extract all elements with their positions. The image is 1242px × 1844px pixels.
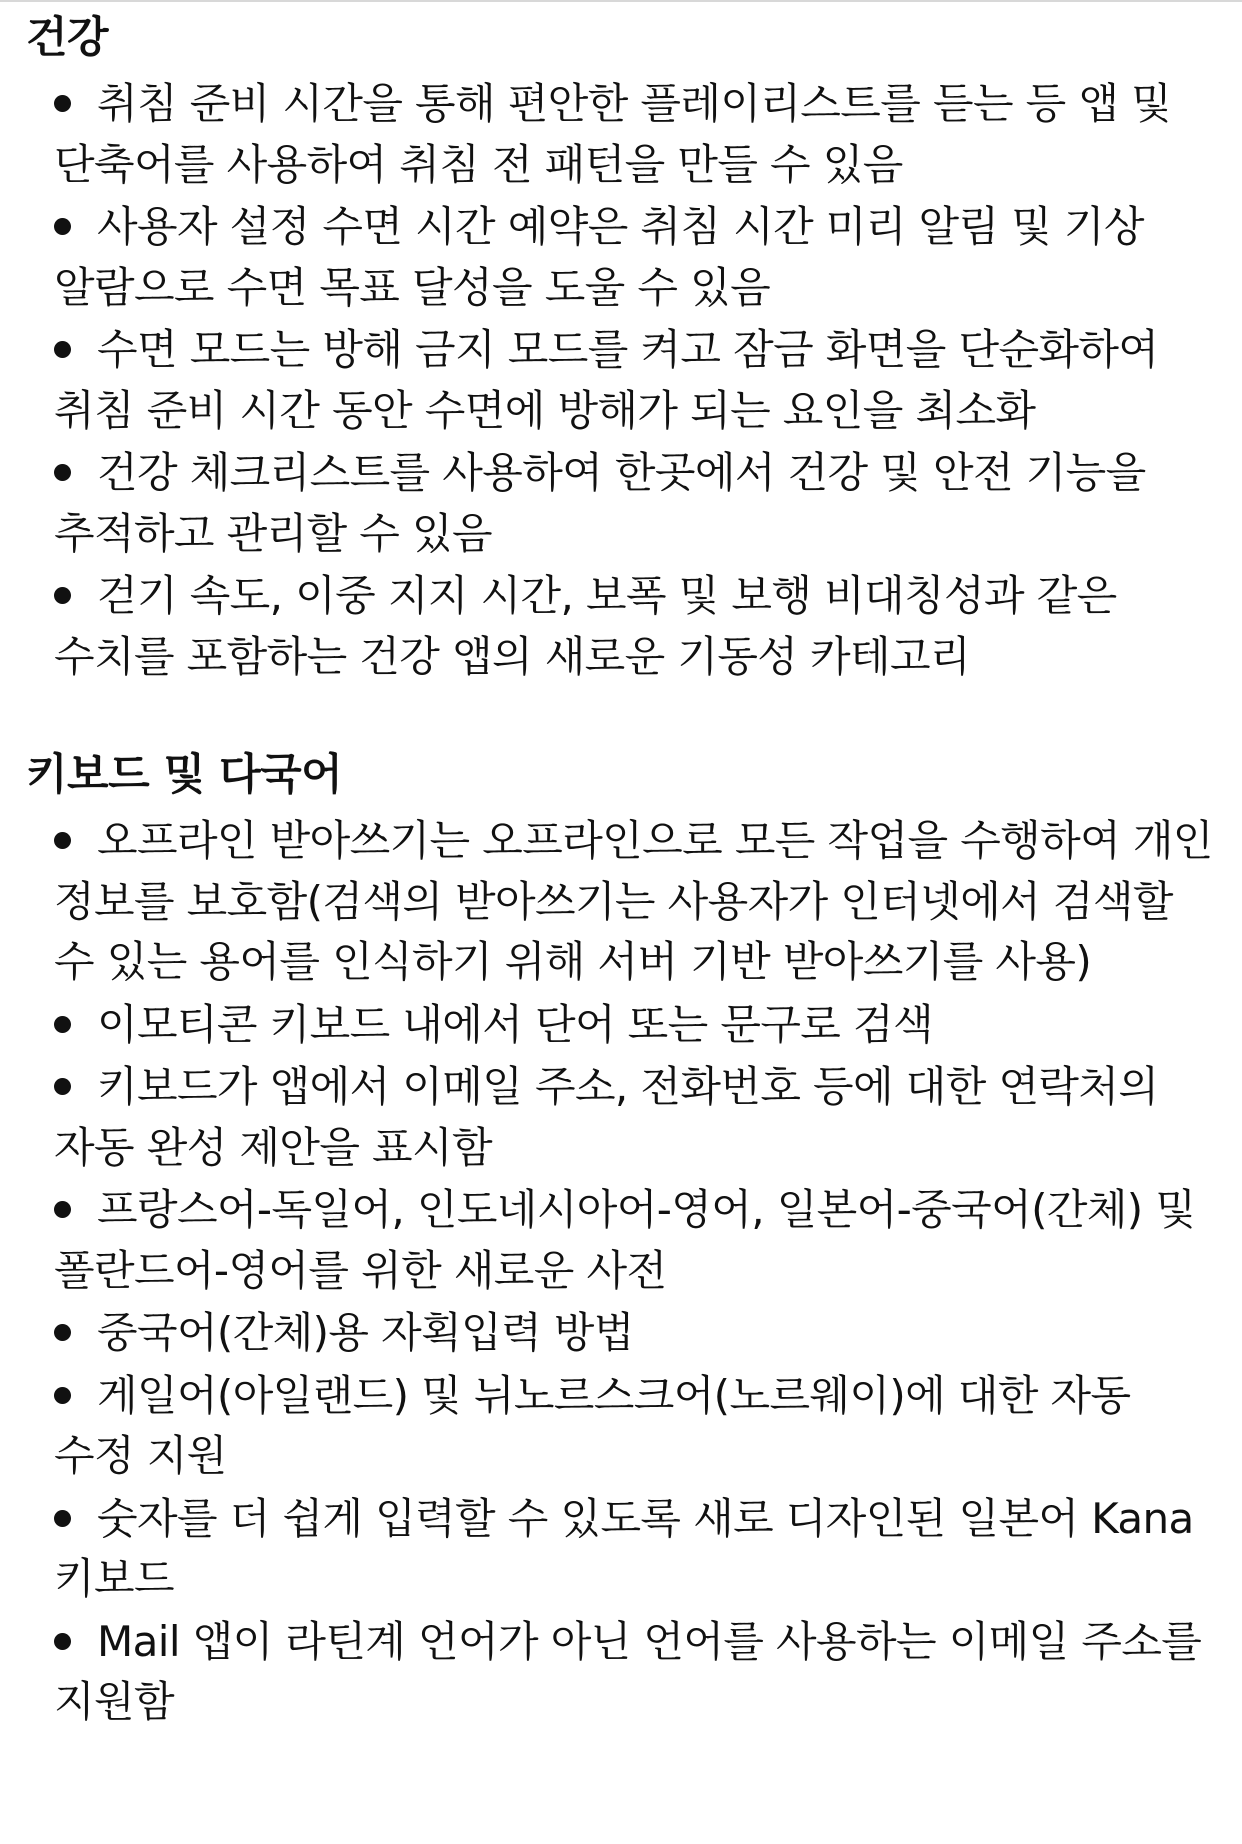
list-item-text: 오프라인 받아쓰기는 오프라인으로 모든 작업을 수행하여 개인 정보를 보호함(검색의 받아쓰기는 사용자가 인터넷에서 검색할 수 있는 용어를 인식하기 위해 서버 기반 받아쓰기를 사용) bbox=[54, 816, 1213, 986]
list-item bbox=[26, 1612, 1220, 1733]
list-item bbox=[26, 1303, 1220, 1364]
list-item bbox=[26, 1489, 1220, 1610]
list-item bbox=[26, 811, 1220, 993]
list-item-text: 키보드가 앱에서 이메일 주소, 전화번호 등에 대한 연락처의 자동 완성 제안을 표시함 bbox=[54, 1062, 1159, 1172]
list-item bbox=[26, 197, 1220, 318]
list-item bbox=[26, 1180, 1220, 1301]
bullet-icon bbox=[54, 1510, 71, 1527]
list-item-text: 게일어(아일랜드) 및 뉘노르스크어(노르웨이)에 대한 자동 수정 지원 bbox=[54, 1370, 1131, 1480]
bullet-icon bbox=[54, 587, 71, 604]
list-item-text: 중국어(간체)용 자획입력 방법 bbox=[97, 1308, 634, 1357]
list-item bbox=[26, 566, 1220, 687]
list-item-text: 건강 체크리스트를 사용하여 한곳에서 건강 및 안전 기능을 추적하고 관리할 수 있음 bbox=[54, 448, 1146, 558]
bullet-icon bbox=[54, 1201, 71, 1218]
list-item-text: 취침 준비 시간을 통해 편안한 플레이리스트를 듣는 등 앱 및 단축어를 사용하여 취침 전 패턴을 만들 수 있음 bbox=[54, 79, 1172, 189]
bullet-icon bbox=[54, 1016, 71, 1033]
list-item-text: 걷기 속도, 이중 지지 시간, 보폭 및 보행 비대칭성과 같은 수치를 포함하는 건강 앱의 새로운 기동성 카테고리 bbox=[54, 571, 1117, 681]
bullet-icon bbox=[54, 464, 71, 481]
bullet-icon bbox=[54, 1078, 71, 1095]
bullet-icon bbox=[54, 832, 71, 849]
bullet-icon bbox=[54, 218, 71, 235]
list-item bbox=[26, 995, 1220, 1056]
list-item-text: 숫자를 더 쉽게 입력할 수 있도록 새로 디자인된 일본어 Kana 키보드 bbox=[54, 1493, 1194, 1603]
list-item bbox=[26, 320, 1220, 441]
list-item bbox=[26, 74, 1220, 195]
list-item-text: 이모티콘 키보드 내에서 단어 또는 문구로 검색 bbox=[97, 999, 933, 1049]
section-title: 건강 bbox=[26, 13, 109, 63]
bullet-list bbox=[26, 811, 1220, 1733]
list-item-text: 수면 모드는 방해 금지 모드를 켜고 잠금 화면을 단순화하여 취침 준비 시간 동안 수면에 방해가 되는 요인을 최소화 bbox=[54, 325, 1159, 435]
bullet-icon bbox=[54, 1324, 71, 1341]
section-title: 키보드 및 다국어 bbox=[26, 750, 343, 800]
section-keyboard-languages bbox=[26, 743, 1220, 1733]
bullet-icon bbox=[54, 1633, 71, 1650]
list-item bbox=[26, 443, 1220, 564]
list-item-text: 프랑스어-독일어, 인도네시아어-영어, 일본어-중국어(간체) 및 폴란드어-영어를 위한 새로운 사전 bbox=[54, 1185, 1196, 1295]
bullet-icon bbox=[54, 1387, 71, 1404]
list-item-text: Mail 앱이 라틴계 언어가 아닌 언어를 사용하는 이메일 주소를 지원함 bbox=[54, 1616, 1202, 1726]
bullet-icon bbox=[54, 341, 71, 358]
bullet-icon bbox=[54, 95, 71, 112]
list-item bbox=[26, 1366, 1220, 1487]
section-health bbox=[26, 6, 1220, 687]
bullet-list bbox=[26, 74, 1220, 687]
list-item-text: 사용자 설정 수면 시간 예약은 취침 시간 미리 알림 및 기상 알람으로 수면 목표 달성을 도울 수 있음 bbox=[54, 202, 1144, 312]
list-item bbox=[26, 1057, 1220, 1178]
